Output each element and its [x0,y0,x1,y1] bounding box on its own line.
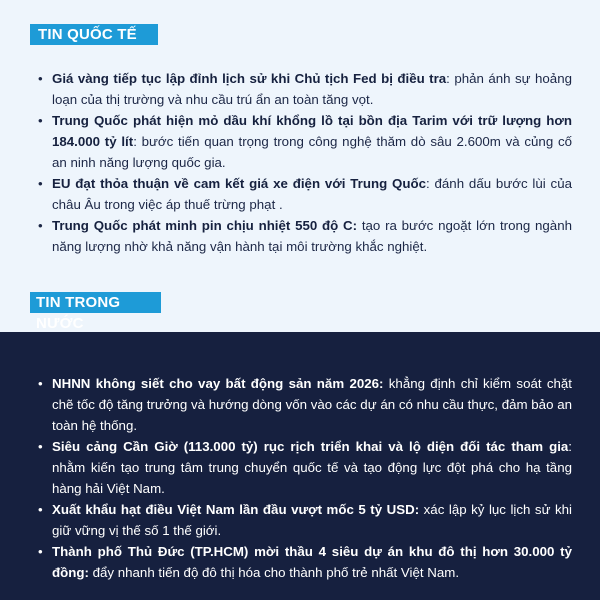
bullet-icon: • [38,176,43,191]
international-news-list [36,68,572,257]
bullet-icon: • [38,376,43,391]
section-badge-international: TIN QUỐC TẾ [30,24,158,45]
bullet-icon: • [38,544,43,559]
bullet-icon: • [38,439,43,454]
news-detail: xác lập kỷ lục lịch sử khi giữ vững vị thế số 1 thế giới. [52,502,572,538]
news-item [36,215,572,257]
bullet-icon: • [38,71,43,86]
news-detail: : đánh dấu bước lùi của châu Âu trong việc áp thuế trừng phạt . [52,176,572,212]
news-headline: NHNN không siết cho vay bất động sản năm 2026: [52,376,384,391]
bullet-icon: • [38,502,43,517]
domestic-section [0,332,600,600]
news-item [36,436,572,499]
news-detail: khẳng định chỉ kiểm soát chặt chẽ tốc độ tăng trưởng và hướng dòng vốn vào các dự án có nhu cầu thực, đảm bảo an toàn hệ thống. [52,376,572,433]
news-item [36,173,572,215]
news-item [36,499,572,541]
bullet-icon: • [38,113,43,128]
news-headline: Siêu cảng Cần Giờ (113.000 tỷ) rục rịch triển khai và lộ diện đối tác tham gia [52,439,569,454]
bullet-icon: • [38,218,43,233]
news-headline: Trung Quốc phát minh pin chịu nhiệt 550 độ C: [52,218,358,233]
news-headline: Trung Quốc phát hiện mỏ dầu khí khổng lồ tại bồn địa Tarim với trữ lượng hơn 184.000 tỷ lít [52,113,572,149]
news-detail: : nhằm kiến tạo trung tâm trung chuyển quốc tế và tạo động lực đột phá cho hạ tầng hàng hải Việt Nam. [52,439,572,496]
news-headline: Thành phố Thủ Đức (TP.HCM) mời thầu 4 siêu dự án khu đô thị hơn 30.000 tỷ đồng: [52,544,572,580]
news-item [36,110,572,173]
news-detail: : phản ánh sự hoảng loạn của thị trường và nhu cầu trú ẩn an toàn tăng vọt. [52,71,572,107]
news-item [36,541,572,583]
news-headline: Giá vàng tiếp tục lập đỉnh lịch sử khi Chủ tịch Fed bị điều tra [52,71,447,86]
domestic-news-list [36,373,572,583]
news-headline: Xuất khẩu hạt điều Việt Nam lần đầu vượt mốc 5 tỷ USD: [52,502,420,517]
section-badge-domestic: TIN TRONG NƯỚC [30,292,161,313]
news-detail: tạo ra bước ngoặt lớn trong ngành năng lượng nhờ khả năng vận hành tại môi trường khắc nghiệt. [52,218,572,254]
news-item [36,68,572,110]
news-detail: đẩy nhanh tiến độ đô thị hóa cho thành phố trẻ nhất Việt Nam. [88,565,460,580]
news-detail: : bước tiến quan trọng trong công nghệ thăm dò sâu 2.600m và củng cố an ninh năng lượng quốc gia. [52,134,572,170]
news-item [36,373,572,436]
news-headline: EU đạt thỏa thuận về cam kết giá xe điện với Trung Quốc [52,176,426,191]
